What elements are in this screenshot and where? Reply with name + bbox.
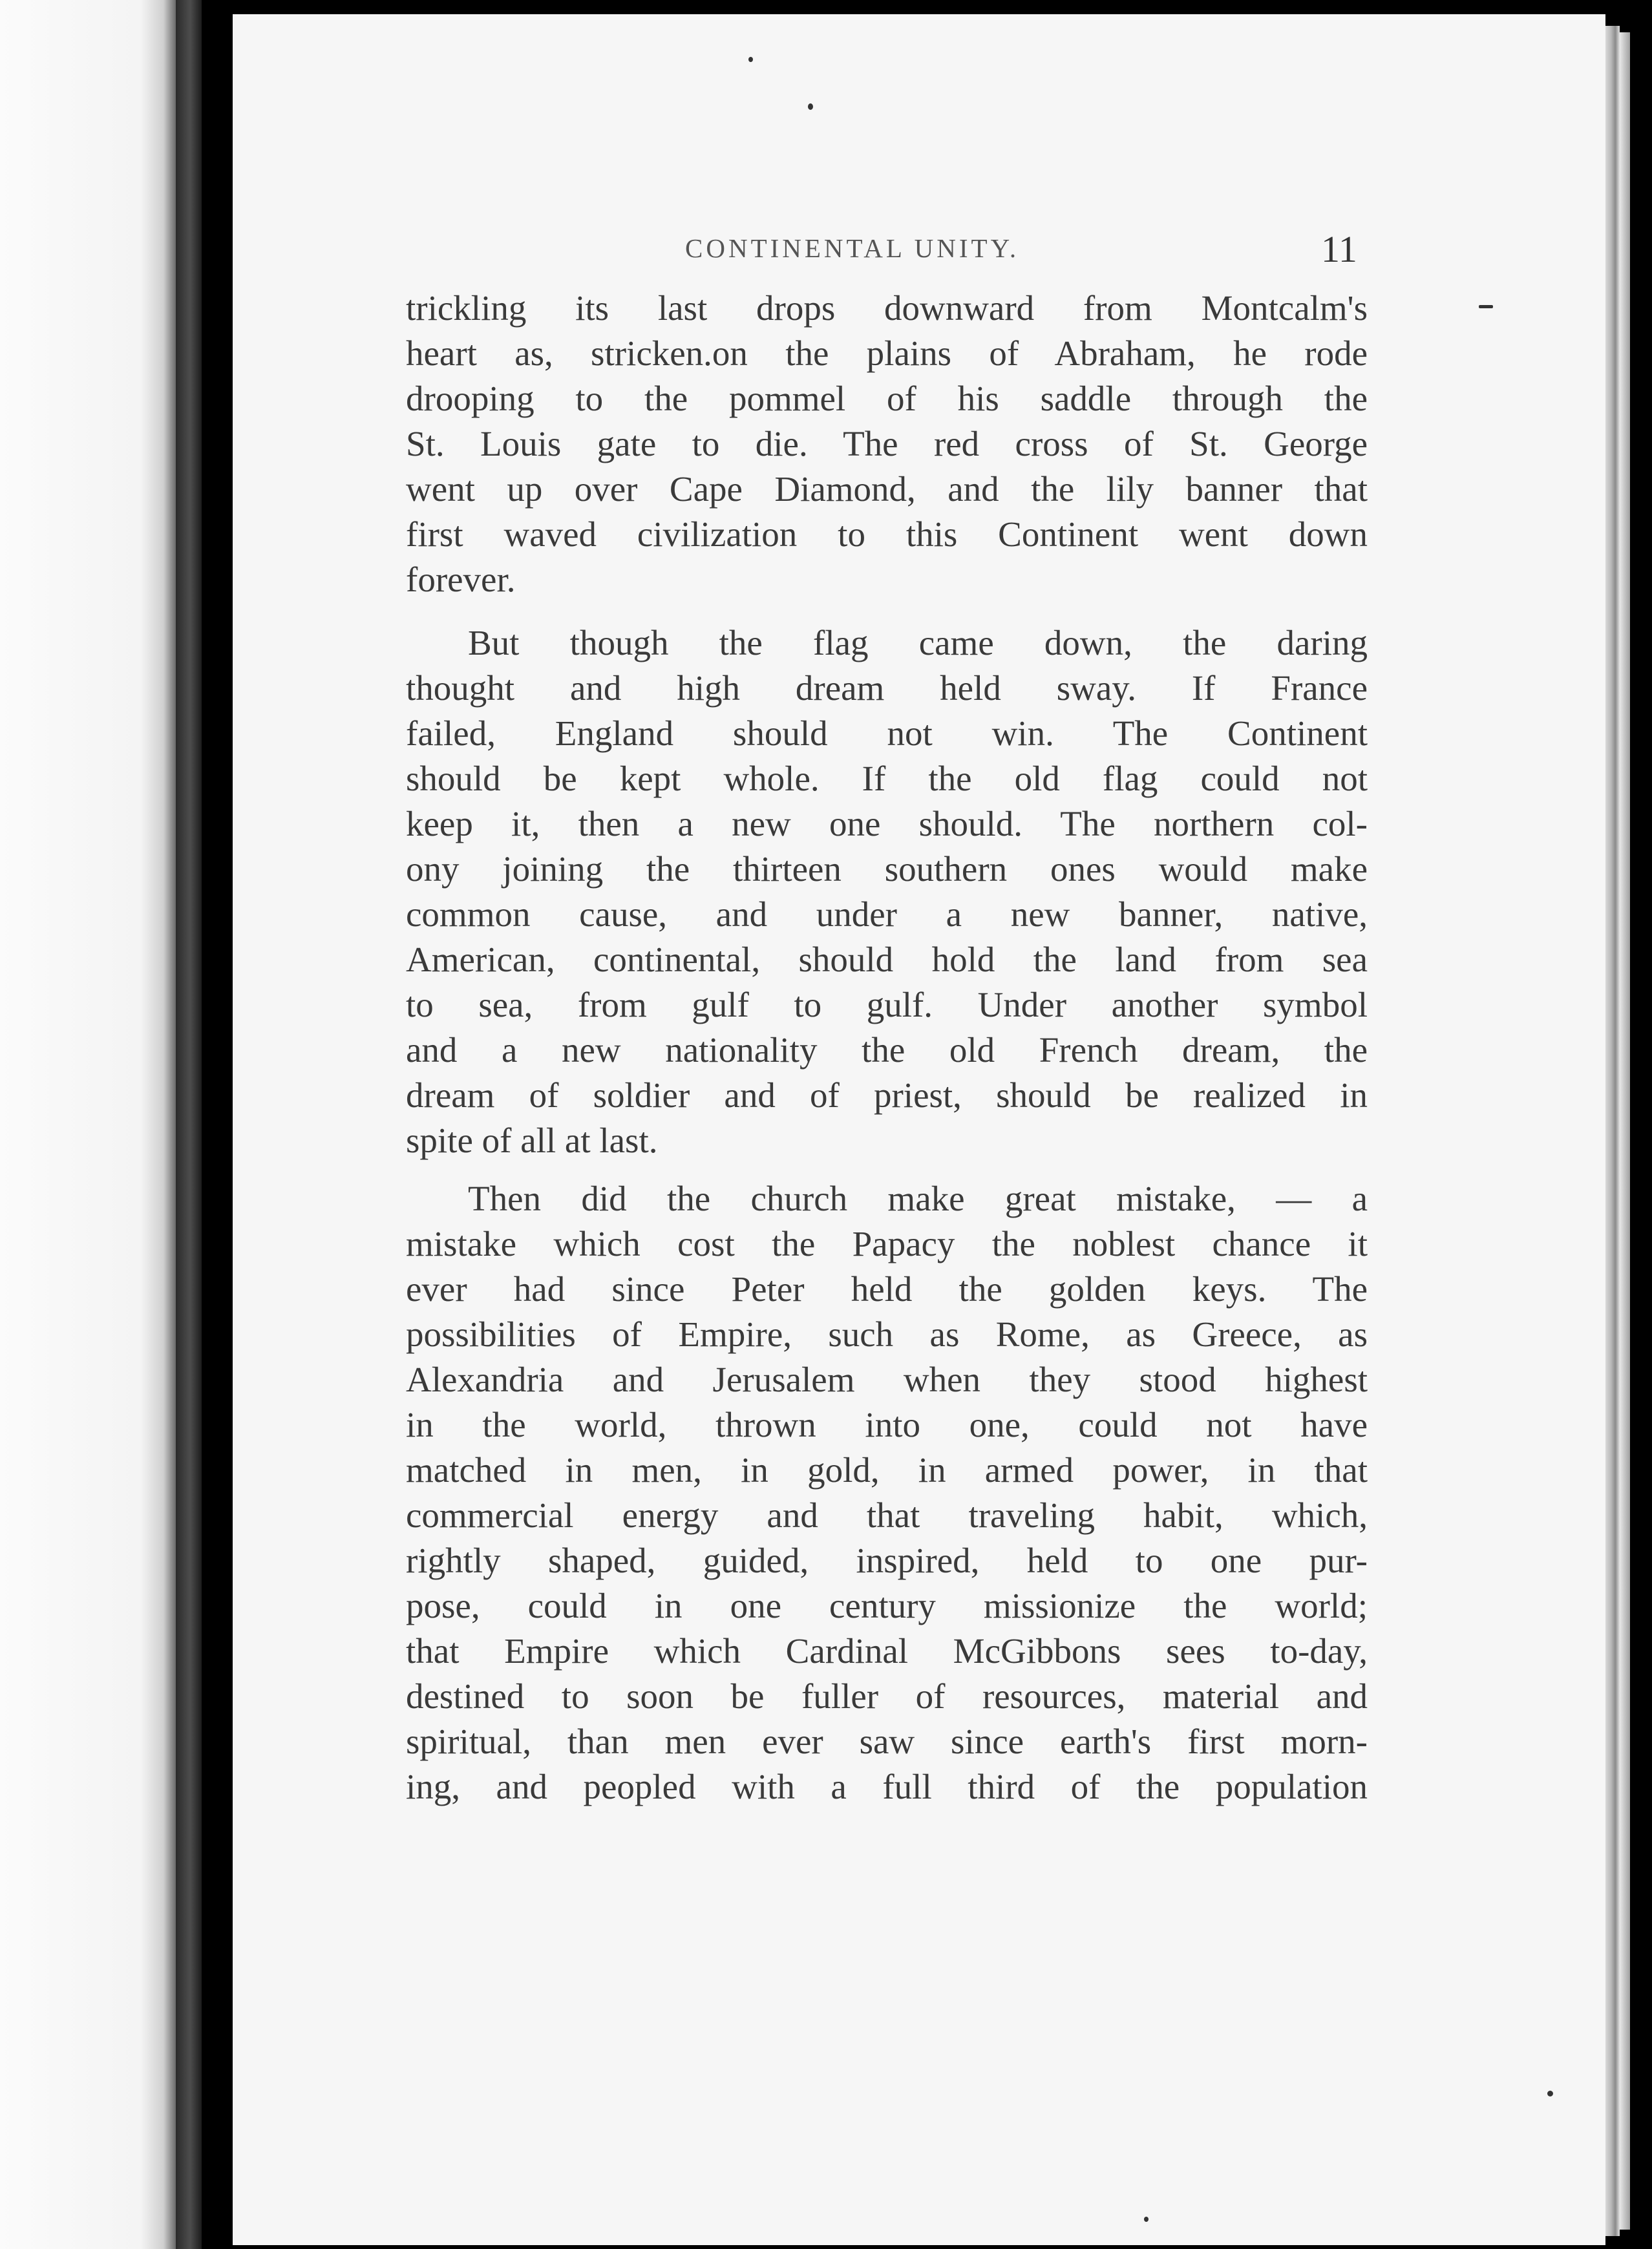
- text-line: ever had since Peter held the golden keys. The: [406, 1269, 1368, 1309]
- text-line: keep it, then a new one should. The northern col-: [406, 804, 1368, 843]
- speck: [1144, 2217, 1149, 2222]
- text-line: should be kept whole. If the old flag could not: [406, 759, 1368, 798]
- text-line: first waved civilization to this Continent went down: [406, 514, 1368, 554]
- text-line: rightly shaped, guided, inspired, held to one pur-: [406, 1541, 1368, 1580]
- text-line: in the world, thrown into one, could not have: [406, 1405, 1368, 1444]
- text-line: ony joining the thirteen southern ones would make: [406, 849, 1368, 889]
- speck: [1547, 2091, 1553, 2096]
- text-line: common cause, and under a new banner, native,: [406, 894, 1368, 934]
- text-line: ing, and peopled with a full third of the population: [406, 1767, 1368, 1806]
- text-line: to sea, from gulf to gulf. Under another symbol: [406, 985, 1368, 1024]
- text-line: forever.: [406, 560, 516, 599]
- text-line: heart as, stricken.on the plains of Abraham, he rode: [406, 333, 1368, 373]
- page-stack-edge-outer: [1620, 32, 1630, 2230]
- text-line: destined to soon be fuller of resources, material and: [406, 1676, 1368, 1716]
- text-line: American, continental, should hold the land from sea: [406, 940, 1368, 979]
- text-line: failed, England should not win. The Continent: [406, 713, 1368, 753]
- text-line: pose, could in one century missionize the world;: [406, 1586, 1368, 1625]
- text-line: drooping to the pommel of his saddle through the: [406, 379, 1368, 418]
- text-line: thought and high dream held sway. If France: [406, 668, 1368, 708]
- text-line: possibilities of Empire, such as Rome, as Greece, as: [406, 1315, 1368, 1354]
- text-line: commercial energy and that traveling habit, which,: [406, 1495, 1368, 1535]
- text-line: St. Louis gate to die. The red cross of St. George: [406, 424, 1368, 463]
- text-line: trickling its last drops downward from Montcalm's: [406, 288, 1368, 328]
- text-line: spite of all at last.: [406, 1121, 658, 1160]
- text-line: and a new nationality the old French dream, the: [406, 1030, 1368, 1070]
- text-line: went up over Cape Diamond, and the lily banner that: [406, 469, 1368, 509]
- text-line: mistake which cost the Papacy the noblest chance it: [406, 1224, 1368, 1263]
- book-spine: [176, 0, 202, 2249]
- text-line: Then did the church make great mistake, — a: [468, 1179, 1368, 1218]
- speck: [808, 103, 813, 110]
- text-line: dream of soldier and of priest, should be realized in: [406, 1075, 1368, 1115]
- facing-page-edge: [0, 0, 176, 2249]
- text-line: Alexandria and Jerusalem when they stood highest: [406, 1360, 1368, 1399]
- text-line: spiritual, than men ever saw since earth's first morn-: [406, 1722, 1368, 1761]
- speck: [1479, 305, 1493, 308]
- running-head: CONTINENTAL UNITY.: [685, 233, 1020, 263]
- text-line: that Empire which Cardinal McGibbons sees to-day,: [406, 1631, 1368, 1671]
- page-stack-edge: [1605, 26, 1620, 2236]
- speck: [748, 57, 753, 62]
- page-number: 11: [1321, 228, 1357, 270]
- text-line: But though the flag came down, the daring: [468, 623, 1368, 662]
- text-line: matched in men, in gold, in armed power, in that: [406, 1450, 1368, 1490]
